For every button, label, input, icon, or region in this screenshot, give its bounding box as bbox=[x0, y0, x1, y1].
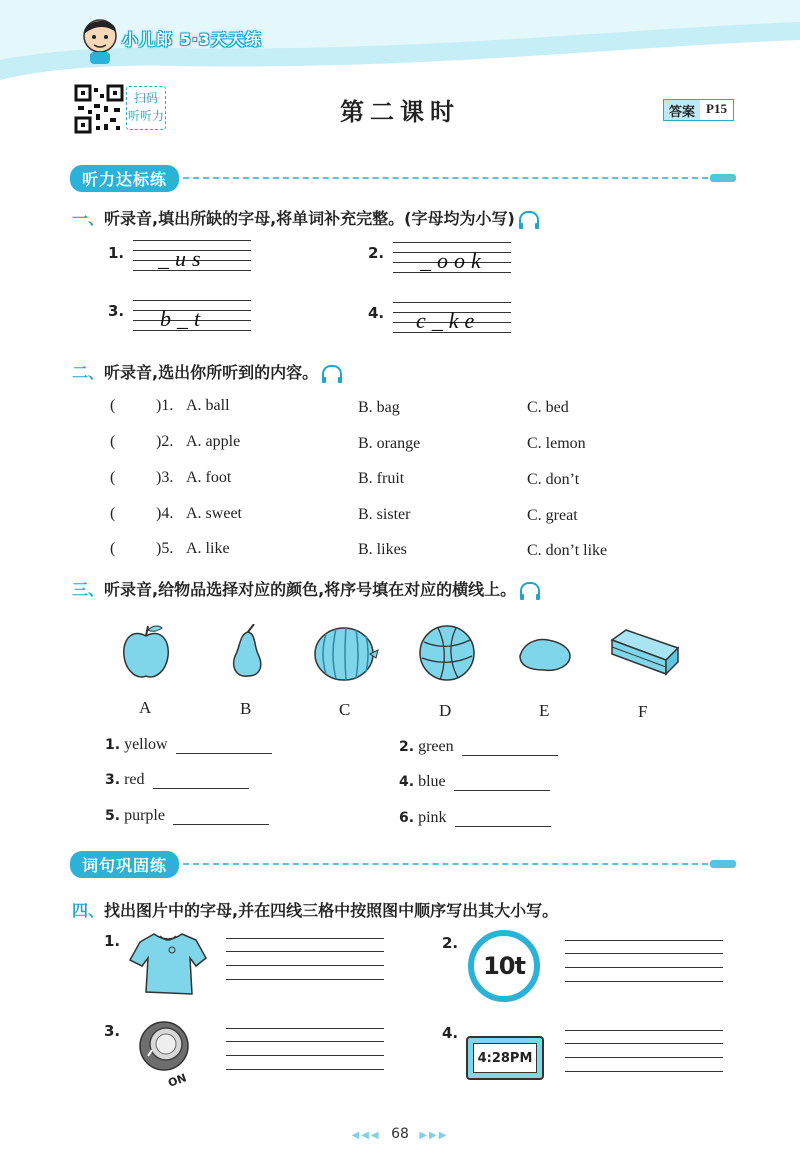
pear-icon bbox=[226, 624, 266, 680]
item-number: 2. bbox=[368, 244, 385, 262]
handwritten-word: c_ke bbox=[416, 308, 481, 333]
headphone-icon[interactable] bbox=[520, 582, 540, 596]
item-number: 4. bbox=[368, 304, 385, 322]
option-b: B. bag bbox=[358, 399, 400, 416]
sign-text: 10t bbox=[483, 952, 525, 980]
answer-page: P15 bbox=[706, 101, 727, 116]
question-text: 找出图片中的字母,并在四线三格中按照图中顺序写出其大小写。 bbox=[104, 901, 559, 920]
four-line-grid[interactable] bbox=[565, 1030, 723, 1072]
option-b: B. fruit bbox=[358, 470, 405, 487]
headphone-icon[interactable] bbox=[322, 365, 342, 379]
knob-label: ON bbox=[166, 1071, 189, 1090]
color-word: red bbox=[124, 771, 145, 788]
item-number: 1. bbox=[104, 932, 121, 950]
option-c: C. don’t bbox=[527, 471, 580, 488]
ball-icon bbox=[418, 624, 476, 682]
choice-num: )3. bbox=[156, 469, 174, 486]
four-line-grid[interactable] bbox=[226, 1028, 384, 1070]
option-c: C. lemon bbox=[527, 435, 586, 452]
page-title: 第二课时 bbox=[340, 98, 460, 126]
left-arrows-icon: ◀◀◀ bbox=[351, 1130, 381, 1141]
question-number: 一、 bbox=[72, 209, 105, 228]
four-line-grid[interactable] bbox=[565, 940, 723, 982]
picture-letter: E bbox=[539, 701, 550, 720]
option-a: A. apple bbox=[186, 433, 241, 450]
watermelon-icon bbox=[312, 624, 380, 682]
apple-icon bbox=[118, 622, 174, 682]
color-word: purple bbox=[124, 807, 165, 824]
scan-label-line1: 扫码 bbox=[133, 91, 158, 105]
answer-bracket[interactable]: ( bbox=[110, 469, 116, 486]
section-title: 词句巩固练 bbox=[70, 851, 179, 878]
option-b: B. likes bbox=[358, 541, 407, 558]
question-text: 听录音,给物品选择对应的颜色,将序号填在对应的横线上。 bbox=[104, 580, 517, 599]
cartoon-boy-icon bbox=[78, 14, 122, 64]
color-item bbox=[399, 738, 558, 756]
right-arrows-icon: ▶▶▶ bbox=[419, 1130, 449, 1141]
picture-letter: D bbox=[439, 701, 452, 720]
item-number: 5. bbox=[105, 808, 121, 824]
scan-label-line2: 听听力 bbox=[127, 109, 164, 123]
item-number: 1. bbox=[108, 244, 125, 262]
color-word: blue bbox=[418, 773, 446, 790]
picture-letter: A bbox=[139, 698, 152, 717]
option-a: A. foot bbox=[186, 469, 232, 486]
answer-blank[interactable] bbox=[454, 774, 550, 791]
question-3-heading bbox=[72, 577, 540, 600]
four-line-grid[interactable] bbox=[226, 938, 384, 980]
color-item bbox=[399, 773, 550, 791]
color-item bbox=[105, 771, 249, 789]
answer-blank[interactable] bbox=[462, 739, 558, 756]
question-4-heading bbox=[72, 898, 558, 921]
dashed-divider bbox=[183, 863, 708, 865]
option-c: C. great bbox=[527, 507, 578, 524]
clock-display: 4:28PM bbox=[477, 1050, 533, 1066]
dashed-divider bbox=[183, 177, 708, 179]
handwritten-word: _ook bbox=[420, 248, 487, 273]
color-word: green bbox=[418, 738, 454, 755]
power-knob-icon bbox=[132, 1020, 196, 1076]
answer-bracket[interactable]: ( bbox=[110, 397, 116, 414]
handwritten-word: b_t bbox=[160, 306, 207, 331]
item-number: 2. bbox=[442, 934, 459, 952]
choice-num: )5. bbox=[156, 540, 174, 557]
color-word: pink bbox=[418, 809, 447, 826]
headphone-icon[interactable] bbox=[519, 211, 539, 225]
option-a: A. ball bbox=[186, 397, 230, 414]
lemon-icon bbox=[516, 636, 574, 674]
option-a: A. like bbox=[186, 540, 230, 557]
question-number: 四、 bbox=[72, 901, 105, 920]
pencil-box-icon bbox=[608, 626, 682, 678]
page-footer bbox=[340, 1126, 460, 1142]
item-number: 1. bbox=[105, 737, 121, 753]
item-number: 3. bbox=[104, 1022, 121, 1040]
brand-title: 小儿郎 5·3天天练 bbox=[122, 30, 262, 49]
question-1-heading bbox=[72, 206, 539, 229]
answer-tag bbox=[663, 99, 734, 121]
answer-bracket[interactable]: ( bbox=[110, 540, 116, 557]
scan-listen-label bbox=[126, 86, 166, 130]
question-2-heading bbox=[72, 360, 342, 383]
choice-num: )1. bbox=[156, 397, 174, 414]
item-number: 4. bbox=[442, 1024, 459, 1042]
pencil-icon bbox=[710, 174, 736, 182]
item-number: 3. bbox=[108, 302, 125, 320]
question-text: 听录音,选出你所听到的内容。 bbox=[104, 363, 319, 382]
t-shirt-icon bbox=[126, 930, 210, 1000]
pencil-icon bbox=[710, 860, 736, 868]
option-b: B. orange bbox=[358, 435, 421, 452]
option-c: C. don’t like bbox=[527, 542, 608, 559]
handwritten-word: _us bbox=[158, 246, 207, 271]
picture-letter: B bbox=[240, 699, 252, 718]
section-title: 听力达标练 bbox=[70, 165, 179, 192]
answer-blank[interactable] bbox=[173, 808, 269, 825]
color-word: yellow bbox=[124, 736, 168, 753]
color-item bbox=[399, 809, 551, 827]
choice-num: )4. bbox=[156, 505, 174, 522]
option-a: A. sweet bbox=[186, 505, 242, 522]
option-c: C. bed bbox=[527, 399, 569, 416]
option-b: B. sister bbox=[358, 506, 411, 523]
answer-label: 答案 bbox=[664, 100, 700, 120]
question-number: 三、 bbox=[72, 580, 105, 599]
page-number: 68 bbox=[391, 1126, 409, 1142]
answer-blank[interactable] bbox=[176, 737, 272, 754]
section-banner-listening bbox=[70, 166, 736, 190]
color-item bbox=[105, 736, 272, 754]
item-number: 4. bbox=[399, 774, 415, 790]
clock-sign-icon bbox=[468, 930, 540, 1002]
choice-num: )2. bbox=[156, 433, 174, 450]
question-number: 二、 bbox=[72, 363, 105, 382]
answer-bracket[interactable]: ( bbox=[110, 433, 116, 450]
qr-code-icon[interactable] bbox=[74, 84, 124, 134]
answer-bracket[interactable]: ( bbox=[110, 505, 116, 522]
answer-blank[interactable] bbox=[153, 772, 249, 789]
answer-blank[interactable] bbox=[455, 810, 551, 827]
section-banner-consolidation bbox=[70, 852, 736, 876]
color-item bbox=[105, 807, 269, 825]
item-number: 6. bbox=[399, 810, 415, 826]
question-text: 听录音,填出所缺的字母,将单词补充完整。(字母均为小写) bbox=[104, 209, 515, 228]
item-number: 3. bbox=[105, 772, 121, 788]
picture-letter: C bbox=[339, 700, 351, 719]
digital-clock-icon bbox=[466, 1036, 544, 1080]
picture-letter: F bbox=[638, 702, 648, 721]
item-number: 2. bbox=[399, 739, 415, 755]
